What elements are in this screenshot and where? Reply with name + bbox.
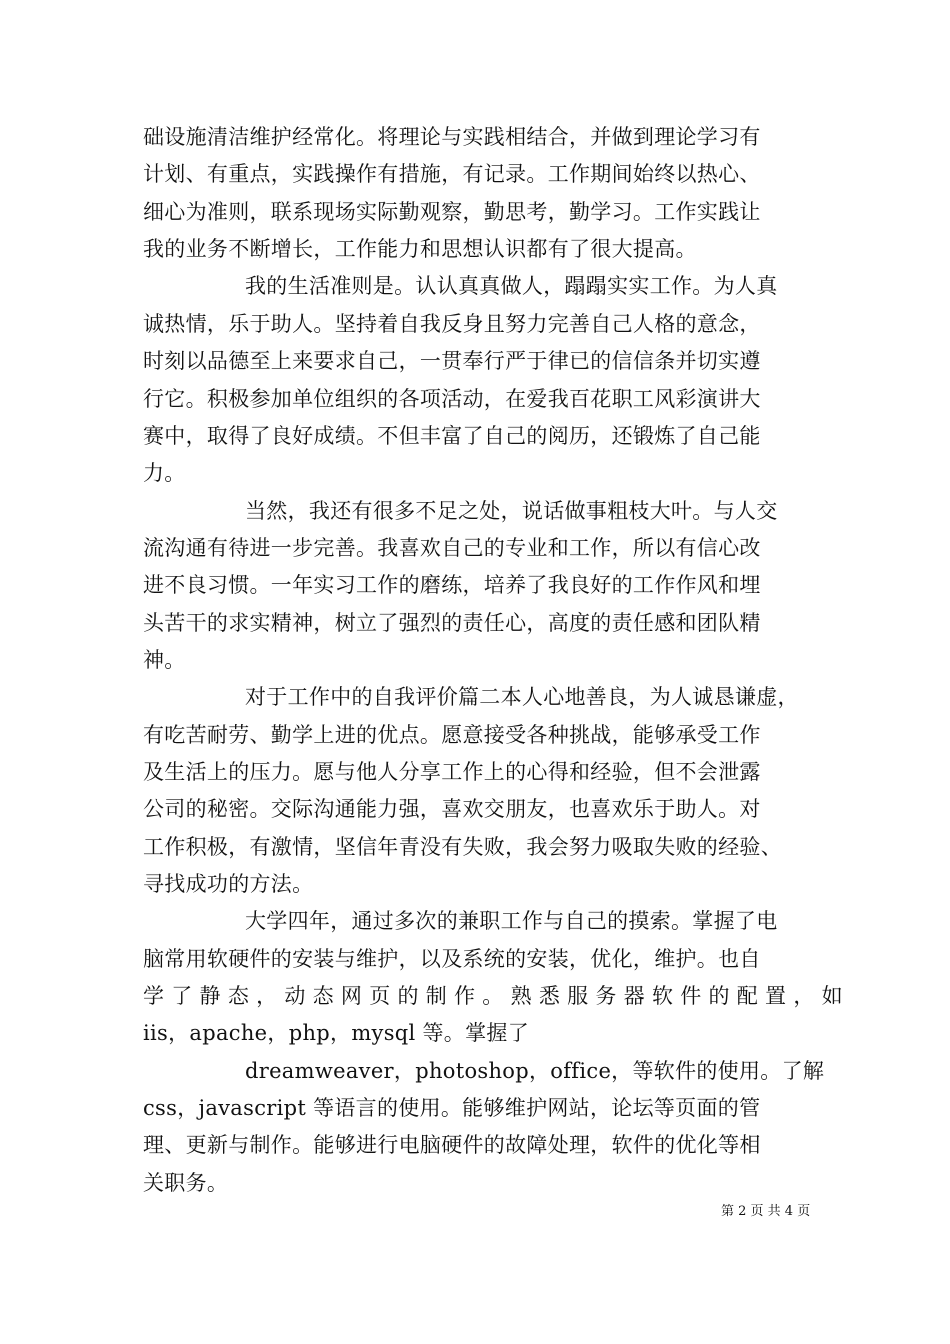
text-line: 细心为准则，联系现场实际勤观察，勤思考，勤学习。工作实践让 [143, 200, 761, 224]
text-line: 神。 [143, 648, 186, 672]
text-line: 时刻以品德至上来要求自己，一贯奉行严于律已的信信条并切实遵 [143, 349, 761, 373]
text-line: 我的业务不断增长，工作能力和思想认识都有了很大提高。 [143, 237, 697, 261]
text-line: 流沟通有待进一步完善。我喜欢自己的专业和工作，所以有信心改 [143, 536, 761, 560]
text-line: 行它。积极参加单位组织的各项活动，在爱我百花职工风彩演讲大 [143, 387, 761, 411]
text-line: iis，apache，php，mysql 等。掌握了 [143, 1021, 530, 1045]
text-line: 理、更新与制作。能够进行电脑硬件的故障处理，软件的优化等相 [143, 1133, 761, 1157]
text-line: 力。 [143, 461, 186, 485]
text-line: 学 了 静 态 ， 动 态 网 页 的 制 作 。 熟 悉 服 务 器 软 件 的 配 置 ， 如 [143, 984, 843, 1008]
paragraph-first-line: 当然，我还有很多不足之处，说话做事粗枝大叶。与人交 [245, 499, 778, 523]
paragraph-first-line: dreamweaver，photoshop，office，等软件的使用。了解 [245, 1059, 825, 1083]
text-line: 进不良习惯。一年实习工作的磨练，培养了我良好的工作作风和埋 [143, 573, 761, 597]
text-line: 赛中，取得了良好成绩。不但丰富了自己的阅历，还锻炼了自己能 [143, 424, 761, 448]
text-line: 公司的秘密。交际沟通能力强，喜欢交朋友，也喜欢乐于助人。对 [143, 797, 761, 821]
text-line: 工作积极，有激情，坚信年青没有失败，我会努力吸取失败的经验、 [143, 835, 782, 859]
text-line: 有吃苦耐劳、勤学上进的优点。愿意接受各种挑战，能够承受工作 [143, 723, 761, 747]
text-line: 础设施清洁维护经常化。将理论与实践相结合，并做到理论学习有 [143, 125, 761, 149]
text-line: 及生活上的压力。愿与他人分享工作上的心得和经验，但不会泄露 [143, 760, 761, 784]
paragraph-first-line: 对于工作中的自我评价篇二本人心地善良，为人诚恳谦虚， [245, 685, 799, 709]
paragraph-first-line: 我的生活准则是。认认真真做人，蹋蹋实实工作。为人真 [245, 274, 778, 298]
text-line: css，javascript 等语言的使用。能够维护网站，论坛等页面的管 [143, 1096, 761, 1120]
page-number-footer: 第 2 页 共 4 页 [721, 1204, 811, 1219]
text-line: 关职务。 [143, 1171, 229, 1195]
paragraph-first-line: 大学四年，通过多次的兼职工作与自己的摸索。掌握了电 [245, 909, 778, 933]
text-line: 计划、有重点，实践操作有措施，有记录。工作期间始终以热心、 [143, 162, 761, 186]
text-line: 脑常用软硬件的安装与维护，以及系统的安装，优化，维护。也自 [143, 947, 761, 971]
text-line: 寻找成功的方法。 [143, 872, 314, 896]
text-line: 诚热情，乐于助人。坚持着自我反身且努力完善自己人格的意念， [143, 312, 761, 336]
text-line: 头苦干的求实精神，树立了强烈的责任心，高度的责任感和团队精 [143, 611, 761, 635]
